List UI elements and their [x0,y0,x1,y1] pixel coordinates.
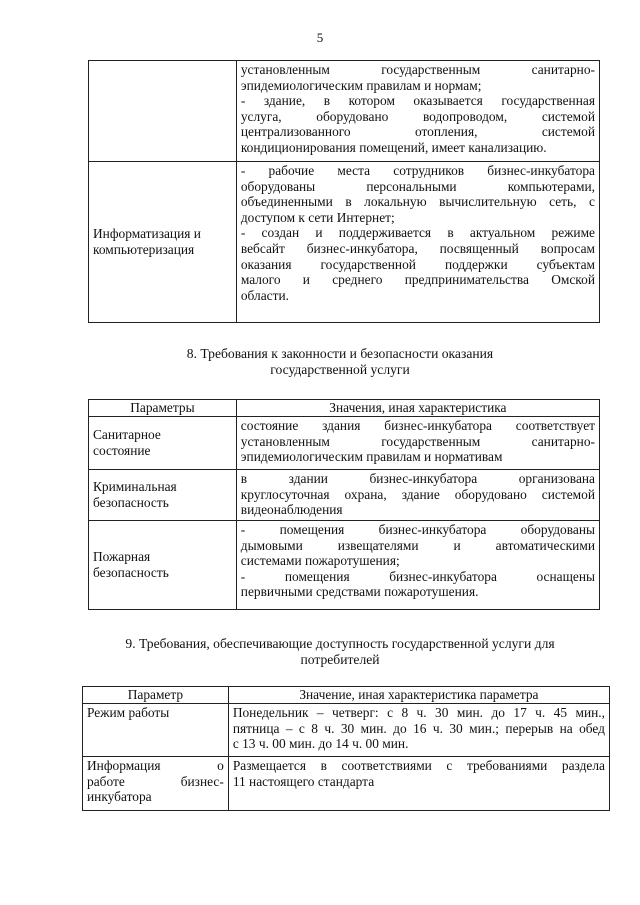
param-label: инкубатора [87,789,152,805]
column-header: Значения, иная характеристика [236,400,599,417]
param-label: Режим работы [87,705,170,720]
param-label: Санитарное [93,426,161,442]
table-header-row [83,687,610,704]
value-cell [236,61,599,162]
text-line: доступом к сети Интернет; [240,209,395,225]
text-line: услуга, оборудовано водопроводом, системой [240,108,595,124]
value-cell [228,757,609,811]
text-line: установленным государственным санитарно- [240,62,595,77]
text-line: системами пожаротушения; [240,553,400,569]
text-line: Размещается в соответствиями с требованиями раздела [232,758,605,773]
param-cell [89,417,237,470]
table-row [89,521,600,610]
text-line: малого и среднего предпринимательства Омской [240,272,595,288]
text-line: пятница – с 8 ч. 30 мин. до 16 ч. 30 мин.; перерыв на обед [232,720,605,736]
param-label: Информатизация и [93,225,201,241]
heading-line: 8. Требования к законности и безопасности оказания [186,346,494,361]
param-label: состояние [93,442,151,458]
text-line: Понедельник – четверг: с 8 ч. 30 мин. до 17 ч. 45 мин., [232,705,605,720]
param-cell [89,162,237,323]
text-line: области. [240,287,289,303]
param-cell [83,704,229,757]
text-line: в здании бизнес-инкубатора организована [240,471,595,486]
text-line: объединенными в локальную вычислительную сеть, с [240,194,595,210]
value-cell [236,521,599,610]
text-line: вебсайт бизнес-инкубатора, посвященный вопросам [240,240,595,256]
param-label: Криминальная [93,478,177,494]
table-row [89,61,600,162]
text-line: с 13 ч. 00 мин. до 14 ч. 00 мин. [232,736,409,752]
text-line: централизованного отопления, системой [240,124,595,140]
value-cell [236,162,599,323]
section-8-heading [60,346,620,378]
text-line: состояние здания бизнес-инкубатора соответствует [240,418,595,433]
param-label: безопасность [93,494,169,510]
text-line: кондиционирования помещений, имеет канализацию. [240,139,547,155]
text-line: дымовыми извещателями и автоматическими [240,537,595,553]
heading-line: государственной услуги [270,362,410,377]
table-continuation [88,60,600,323]
text-line: оказания государственной поддержки субъектам [240,256,595,272]
text-line: 11 настоящего стандарта [232,773,375,789]
table-row [83,757,610,811]
text-line: установленным государственным санитарно- [240,433,595,449]
param-label: работе бизнес- [87,773,224,789]
param-label: безопасность [93,564,169,580]
page-number: 5 [316,30,324,45]
param-cell [89,470,237,521]
table-row [83,704,610,757]
column-header: Значение, иная характеристика параметра [228,687,609,704]
heading-line: потребителей [300,652,380,667]
param-cell [89,61,237,162]
text-line: - помещения бизнес-инкубатора оборудованы [240,522,595,537]
column-header: Параметры [89,400,237,417]
table-accessibility [82,686,610,811]
text-line: - здание, в котором оказывается государственная [240,93,595,109]
table-row [89,470,600,521]
param-cell [89,521,237,610]
text-line: - создан и поддерживается в актуальном режиме [240,225,595,241]
param-label: Пожарная [93,548,151,564]
text-line: видеонаблюдения [240,502,343,518]
text-line: эпидемиологическим правилам и нормативам [240,449,503,465]
text-line: - помещения бизнес-инкубатора оснащены [240,568,595,584]
text-line: - рабочие места сотрудников бизнес-инкубатора [240,163,595,178]
table-legality-safety [88,399,600,610]
table-header-row [89,400,600,417]
text-line: оборудованы персональными компьютерами, [240,178,595,194]
param-label: Информация о [87,758,224,773]
text-line: эпидемиологическим правилам и нормам; [240,77,482,93]
section-9-heading [40,636,640,668]
table-row [89,417,600,470]
value-cell [236,470,599,521]
param-label: компьютеризация [93,241,195,257]
table-row [89,162,600,323]
text-line: круглосуточная охрана, здание оборудовано системой [240,486,595,502]
heading-line: 9. Требования, обеспечивающие доступность государственной услуги для [125,636,555,651]
value-cell [228,704,609,757]
column-header: Параметр [83,687,229,704]
text-line: первичными средствами пожаротушения. [240,584,479,600]
param-cell [83,757,229,811]
value-cell [236,417,599,470]
